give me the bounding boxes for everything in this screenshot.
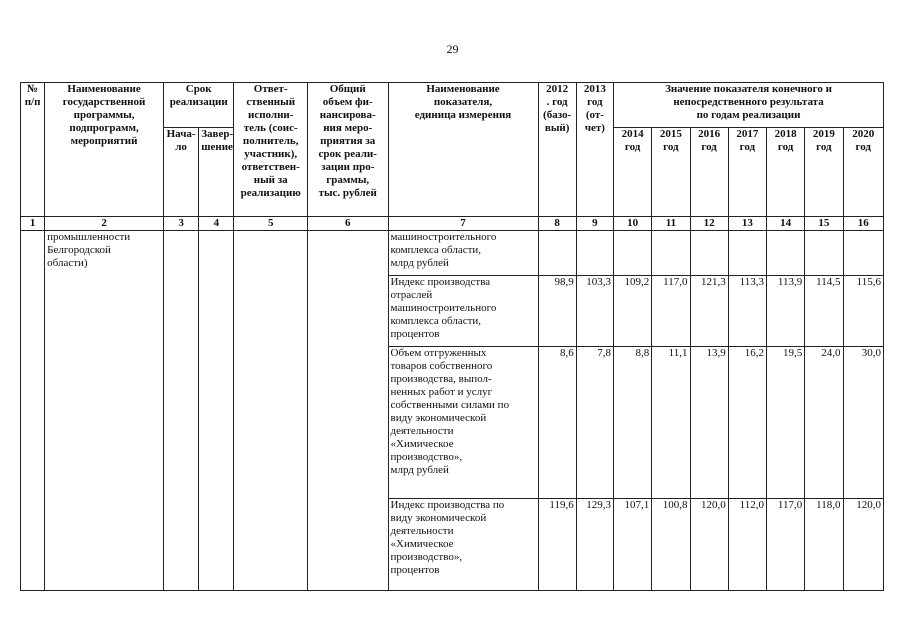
indicator-name: Индекс производства по виду экономической деятельности «Химическое производство», процентов bbox=[388, 499, 538, 591]
column-number: 14 bbox=[767, 217, 805, 231]
value-cell bbox=[805, 231, 843, 276]
value-cell bbox=[728, 231, 766, 276]
header-indicator-name: Наименование показателя, единица измерения bbox=[388, 83, 538, 217]
program-name-fragment: промышленности Белгородской области) bbox=[47, 231, 131, 269]
row-number-cell bbox=[21, 231, 45, 591]
value-cell: 115,6 bbox=[843, 276, 883, 347]
end-cell bbox=[199, 231, 234, 591]
value-cell bbox=[767, 231, 805, 276]
column-number: 8 bbox=[538, 217, 576, 231]
executor-cell bbox=[234, 231, 308, 591]
header-term: Срок реализации bbox=[163, 83, 233, 128]
column-number: 3 bbox=[163, 217, 198, 231]
value-cell bbox=[652, 231, 690, 276]
value-cell: 103,3 bbox=[576, 276, 613, 347]
header-executor: Ответ- ственный исполни- тель (соис- полнитель, участник), ответствен- ный за реализацию bbox=[234, 83, 308, 217]
column-number: 5 bbox=[234, 217, 308, 231]
value-cell: 109,2 bbox=[614, 276, 652, 347]
value-cell bbox=[538, 231, 576, 276]
header-year: 2018 год bbox=[767, 128, 805, 217]
value-cell: 113,9 bbox=[767, 276, 805, 347]
header-number: № п/п bbox=[21, 83, 45, 217]
value-cell: 119,6 bbox=[538, 499, 576, 591]
column-number: 16 bbox=[843, 217, 883, 231]
value-cell: 107,1 bbox=[614, 499, 652, 591]
indicator-name: Индекс производства отраслей машиностроительного комплекса области, процентов bbox=[388, 276, 538, 347]
column-number: 9 bbox=[576, 217, 613, 231]
header-values-group: Значение показателя конечного и непосредственного результата по годам реализации bbox=[614, 83, 884, 128]
page-number: 29 bbox=[446, 42, 459, 56]
value-cell: 117,0 bbox=[767, 499, 805, 591]
value-cell bbox=[576, 231, 613, 276]
column-number: 1 bbox=[21, 217, 45, 231]
header-year: 2020 год bbox=[843, 128, 883, 217]
value-cell: 121,3 bbox=[690, 276, 728, 347]
value-cell: 98,9 bbox=[538, 276, 576, 347]
column-number: 6 bbox=[307, 217, 388, 231]
column-number: 4 bbox=[199, 217, 234, 231]
value-cell: 13,9 bbox=[690, 347, 728, 499]
column-number: 15 bbox=[805, 217, 843, 231]
value-cell: 112,0 bbox=[728, 499, 766, 591]
header-end: Завер- шение bbox=[199, 128, 234, 217]
header-year: 2015 год bbox=[652, 128, 690, 217]
value-cell: 19,5 bbox=[767, 347, 805, 499]
program-name-cell bbox=[45, 231, 164, 591]
program-indicators-table bbox=[20, 82, 884, 591]
header-program-name: Наименование государственной программы, подпрограмм, мероприятий bbox=[45, 83, 164, 217]
value-cell: 117,0 bbox=[652, 276, 690, 347]
value-cell: 113,3 bbox=[728, 276, 766, 347]
indicator-name: Объем отгруженных товаров собственного производства, выпол- ненных работ и услуг собственными силами по виду экономической деятельности «Химическое производство», млрд рублей bbox=[388, 347, 538, 499]
column-number: 2 bbox=[45, 217, 164, 231]
value-cell: 8,6 bbox=[538, 347, 576, 499]
value-cell: 24,0 bbox=[805, 347, 843, 499]
header-start: Нача- ло bbox=[163, 128, 198, 217]
header-funding-volume: Общий объем фи- нансирова- ния меро- приятия за срок реали- зации про- граммы, тыс. рублей bbox=[307, 83, 388, 217]
header-2013: 2013 год (от- чет) bbox=[576, 83, 613, 217]
value-cell: 8,8 bbox=[614, 347, 652, 499]
value-cell: 16,2 bbox=[728, 347, 766, 499]
value-cell: 114,5 bbox=[805, 276, 843, 347]
column-number: 10 bbox=[614, 217, 652, 231]
value-cell: 30,0 bbox=[843, 347, 883, 499]
value-cell: 100,8 bbox=[652, 499, 690, 591]
value-cell bbox=[614, 231, 652, 276]
value-cell: 7,8 bbox=[576, 347, 613, 499]
header-year: 2016 год bbox=[690, 128, 728, 217]
value-cell bbox=[843, 231, 883, 276]
value-cell: 120,0 bbox=[843, 499, 883, 591]
funding-cell bbox=[307, 231, 388, 591]
start-cell bbox=[163, 231, 198, 591]
header-2012: 2012 . год (базо- вый) bbox=[538, 83, 576, 217]
column-number: 11 bbox=[652, 217, 690, 231]
column-number: 7 bbox=[388, 217, 538, 231]
header-year: 2019 год bbox=[805, 128, 843, 217]
indicator-name: машиностроительного комплекса области, млрд рублей bbox=[388, 231, 538, 276]
value-cell: 11,1 bbox=[652, 347, 690, 499]
header-year: 2014 год bbox=[614, 128, 652, 217]
column-number: 12 bbox=[690, 217, 728, 231]
value-cell bbox=[690, 231, 728, 276]
header-year: 2017 год bbox=[728, 128, 766, 217]
value-cell: 120,0 bbox=[690, 499, 728, 591]
value-cell: 129,3 bbox=[576, 499, 613, 591]
table-row bbox=[21, 231, 884, 276]
value-cell: 118,0 bbox=[805, 499, 843, 591]
column-number: 13 bbox=[728, 217, 766, 231]
